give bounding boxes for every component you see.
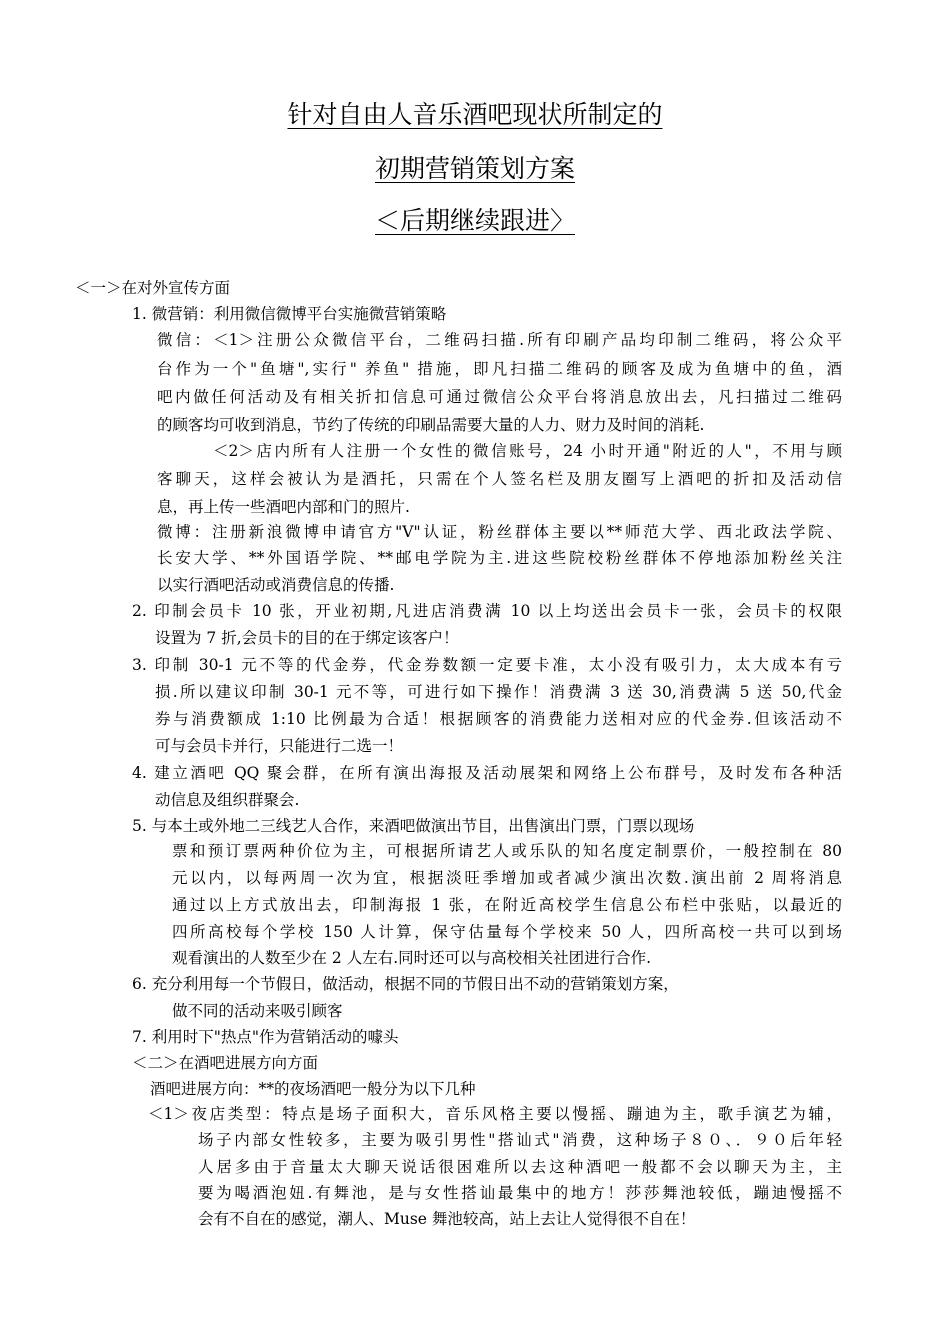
list-item-heading: 1. 微营销：利用微信微博平台实施微营销策略 [132,305,447,323]
title-line-2: 初期营销策划方案 [374,154,575,183]
list-item: 2. 印制会员卡 10 张，开业初期,凡进店消费满 10 以上均送出会员卡一张，会员卡的权限 [132,602,842,620]
paragraph-line: 微信：＜1＞注册公众微信平台，二维码扫描.所有印刷产品均印制二维码，将公众平 [157,331,842,349]
paragraph-line: ＜1＞夜店类型：特点是场子面积大，音乐风格主要以慢摇、蹦迪为主，歌手演艺为辅， [148,1105,842,1123]
list-item: 4. 建立酒吧 QQ 聚会群，在所有演出海报及活动展架和网络上公布群号，及时发布各种活 [132,764,842,782]
paragraph-line: 微博：注册新浪微博申请官方"V"认证，粉丝群体主要以**师范大学、西北政法学院、 [157,523,842,541]
paragraph-line: 会有不自在的感觉，潮人、Muse 舞池较高，站上去让人觉得很不自在！ [198,1210,696,1228]
list-item: 7. 利用时下"热点"作为营销活动的噱头 [132,1028,399,1046]
paragraph-line: 息，再上传一些酒吧内部和门的照片. [157,498,410,516]
list-item-line: 做不同的活动来吸引顾客 [172,1002,343,1020]
paragraph-line: 人居多由于音量太大聊天说话很困难所以去这种酒吧一般都不会以聊天为主，主 [198,1158,842,1176]
paragraph-line: 长安大学、**外国语学院、**邮电学院为主.进这些院校粉丝群体不停地添加粉丝关注 [157,549,842,567]
paragraph-line: 吧内做任何活动及有相关折扣信息可通过微信公众平台将消息放出去，凡扫描过二维码 [157,388,842,406]
list-item: 5. 与本土或外地二三线艺人合作，来酒吧做演出节目，出售演出门票，门票以现场 [132,817,695,835]
title-line-3: ＜后期继续跟进〉 [374,206,575,235]
paragraph-line: 台作为一个"鱼塘",实行" 养鱼" 措施，即凡扫描二维码的顾客及成为鱼塘中的鱼，酒 [157,360,842,378]
list-item-line: 损.所以建议印制 30-1 元不等，可进行如下操作！消费满 3 送 30,消费满 5 送 50,代金 [155,683,842,701]
paragraph-line: ＜2＞店内所有人注册一个女性的微信账号，24 小时开通"附近的人"，不用与顾 [213,442,842,460]
list-item: 3. 印制 30-1 元不等的代金券，代金券数额一定要卡准，太小没有吸引力，太大成本有亏 [132,656,842,674]
paragraph-line: 客聊天，这样会被认为是酒托，只需在个人签名栏及朋友圈写上酒吧的折扣及活动信 [157,470,842,488]
paragraph-line: 要为喝酒泡妞.有舞池，是与女性搭讪最集中的地方！莎莎舞池较低，蹦迪慢摇不 [198,1184,842,1202]
section-heading: ＜一＞在对外宣传方面 [75,279,231,297]
list-item: 6. 充分利用每一个节假日，做活动，根据不同的节假日出不动的营销策划方案， [132,975,679,993]
list-item-line: 四所高校每个学校 150 人计算，保守估量每个学校来 50 人，四所高校一共可以到场 [172,923,842,941]
paragraph-line: 酒吧进展方向：**的夜场酒吧一般分为以下几种 [150,1080,476,1098]
list-item-line: 动信息及组织群聚会. [155,791,300,809]
list-item-line: 票和预订票两种价位为主，可根据所请艺人或乐队的知名度定制票价，一般控制在 80 [172,842,842,860]
list-item-line: 可与会员卡并行，只能进行二选一！ [155,737,404,755]
title-line-1: 针对自由人音乐酒吧现状所制定的 [287,100,663,129]
paragraph-line: 的顾客均可收到消息，节约了传统的印刷品需要大量的人力、财力及时间的消耗. [157,416,705,434]
list-item-line: 元以内，以每两周一次为宜，根据淡旺季增加或者减少演出次数.演出前 2 周将消息 [172,869,842,887]
section-heading: ＜二＞在酒吧进展方向方面 [132,1054,319,1072]
list-item-line: 设置为 7 折,会员卡的目的在于绑定该客户！ [155,629,459,647]
list-item-line: 券与消费额成 1:10 比例最为合适！根据顾客的消费能力送相对应的代金券.但该活动不 [155,710,842,728]
paragraph-line: 场子内部女性较多，主要为吸引男性"搭讪式"消费，这种场子８０、．９０后年轻 [198,1131,842,1149]
list-item-line: 通过以上方式放出去，印制海报 1 张，在附近高校学生信息公布栏中张贴，以最近的 [172,896,842,914]
list-item-line: 观看演出的人数至少在 2 人左右.同时还可以与高校相关社团进行合作. [172,949,652,967]
paragraph-line: 以实行酒吧活动或消费信息的传播. [157,576,395,594]
